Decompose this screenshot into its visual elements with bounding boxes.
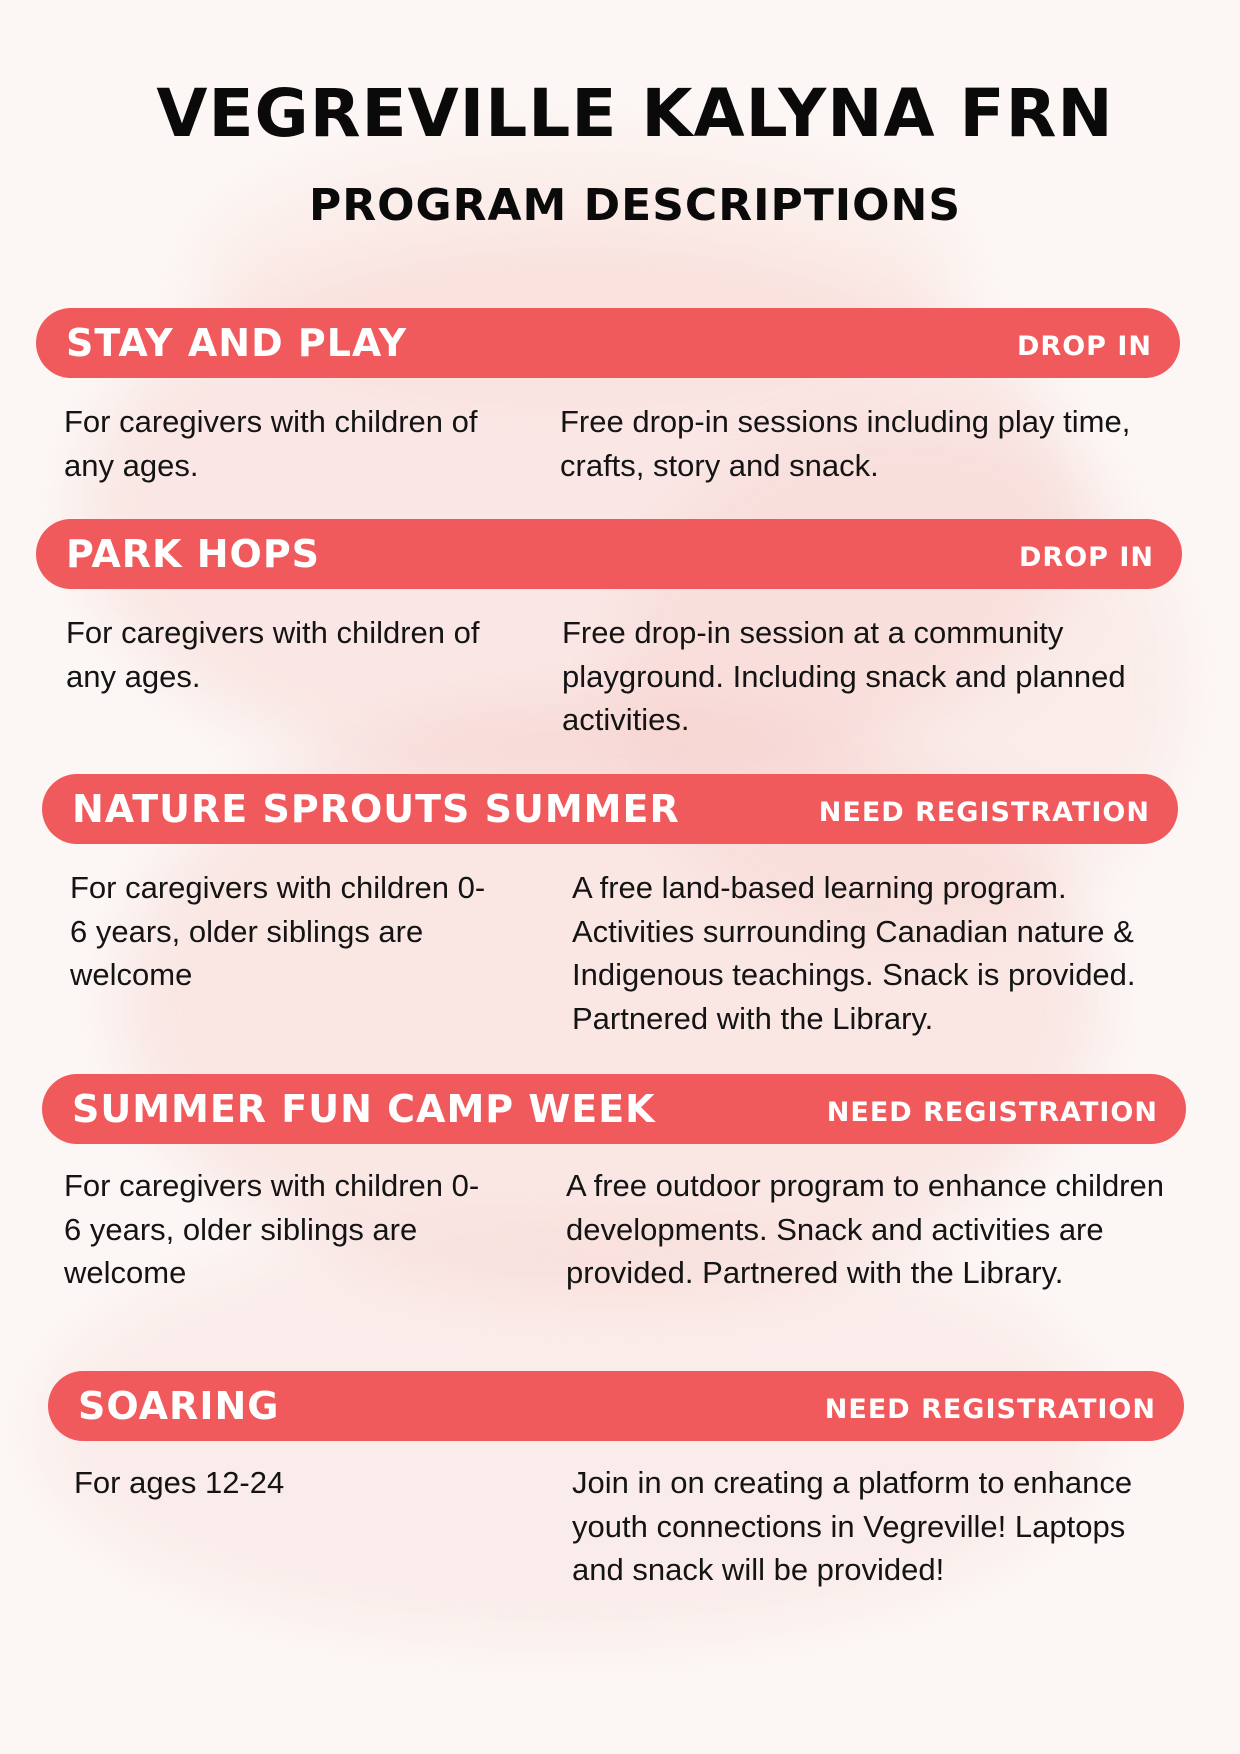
program-registration-tag: NEED REGISTRATION: [818, 797, 1150, 828]
program-description: Free drop-in session at a community playground. Including snack and planned activities.: [562, 615, 1126, 737]
program-title: NATURE SPROUTS SUMMER: [72, 787, 680, 831]
program-title: PARK HOPS: [66, 532, 321, 576]
program-header-bar: [42, 774, 1178, 844]
program-description: A free outdoor program to enhance children developments. Snack and activities are provided. Partnered with the Library.: [566, 1168, 1164, 1290]
page-subtitle: PROGRAM DESCRIPTIONS: [308, 180, 962, 231]
program-description: Free drop-in sessions including play time, crafts, story and snack.: [560, 404, 1131, 483]
program-registration-tag: DROP IN: [1019, 542, 1154, 573]
program-registration-tag: DROP IN: [1017, 331, 1152, 362]
program-header-bar: [36, 308, 1180, 378]
program-description: A free land-based learning program. Activities surrounding Canadian nature & Indigenous teachings. Snack is provided. Partnered with the Library.: [572, 870, 1136, 1036]
program-audience: For caregivers with children 0-6 years, older siblings are welcome: [64, 1168, 480, 1290]
program-title: SUMMER FUN CAMP WEEK: [72, 1087, 656, 1131]
program-header-bar: [36, 519, 1182, 589]
program-registration-tag: NEED REGISTRATION: [824, 1394, 1156, 1425]
program-header-bar: [48, 1371, 1184, 1441]
program-audience: For caregivers with children 0-6 years, older siblings are welcome: [70, 870, 486, 992]
program-title: STAY AND PLAY: [66, 321, 408, 365]
program-description: Join in on creating a platform to enhance youth connections in Vegreville! Laptops and snack will be provided!: [572, 1465, 1133, 1587]
program-audience: For caregivers with children of any ages.: [66, 615, 480, 694]
page-title: VEGREVILLE KALYNA FRN: [156, 75, 1114, 152]
program-audience: For ages 12-24: [74, 1465, 285, 1500]
program-registration-tag: NEED REGISTRATION: [826, 1097, 1158, 1128]
program-title: SOARING: [78, 1384, 280, 1428]
program-header-bar: [42, 1074, 1186, 1144]
program-audience: For caregivers with children of any ages.: [64, 404, 478, 483]
